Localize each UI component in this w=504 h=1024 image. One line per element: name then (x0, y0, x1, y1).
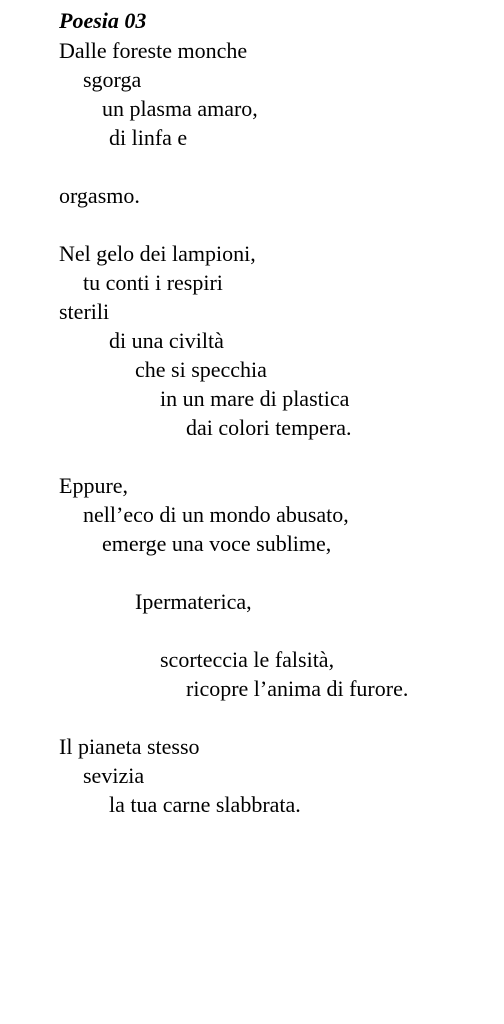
poem-line: ricopre l’anima di furore. (186, 676, 409, 701)
poem-line: emerge una voce sublime, (102, 531, 332, 556)
poem-line: dai colori tempera. (186, 415, 352, 440)
poem-line: la tua carne slabbrata. (109, 792, 301, 817)
stanza-break (59, 442, 408, 471)
poem-line: sevizia (83, 763, 145, 788)
poem-line: Ipermaterica, (135, 589, 252, 614)
poem-line: sgorga (83, 67, 142, 92)
poem-line: orgasmo. (59, 183, 140, 208)
stanza-break (59, 152, 408, 181)
poem-line: Il pianeta stesso (59, 734, 200, 759)
poem-line: in un mare di plastica (160, 386, 350, 411)
stanza-break (59, 616, 408, 645)
poem-line: Nel gelo dei lampioni, (59, 241, 256, 266)
poem-line: nell’eco di un mondo abusato, (83, 502, 349, 527)
poem-line: Dalle foreste monche (59, 38, 248, 63)
poem-line: che si specchia (135, 357, 267, 382)
poem-line: tu conti i respiri (83, 270, 223, 295)
poem-line: Eppure, (59, 473, 129, 498)
poem-line: sterili (59, 299, 110, 324)
stanza-break (59, 703, 408, 732)
stanza-break (59, 558, 408, 587)
poem-title: Poesia 03 (59, 8, 147, 33)
poem-line: un plasma amaro, (102, 96, 258, 121)
poem-line: di linfa e (109, 125, 188, 150)
stanza-break (59, 210, 408, 239)
poem-line: scorteccia le falsità, (160, 647, 335, 672)
poem-line: di una civiltà (109, 328, 224, 353)
poem-body (59, 36, 408, 819)
